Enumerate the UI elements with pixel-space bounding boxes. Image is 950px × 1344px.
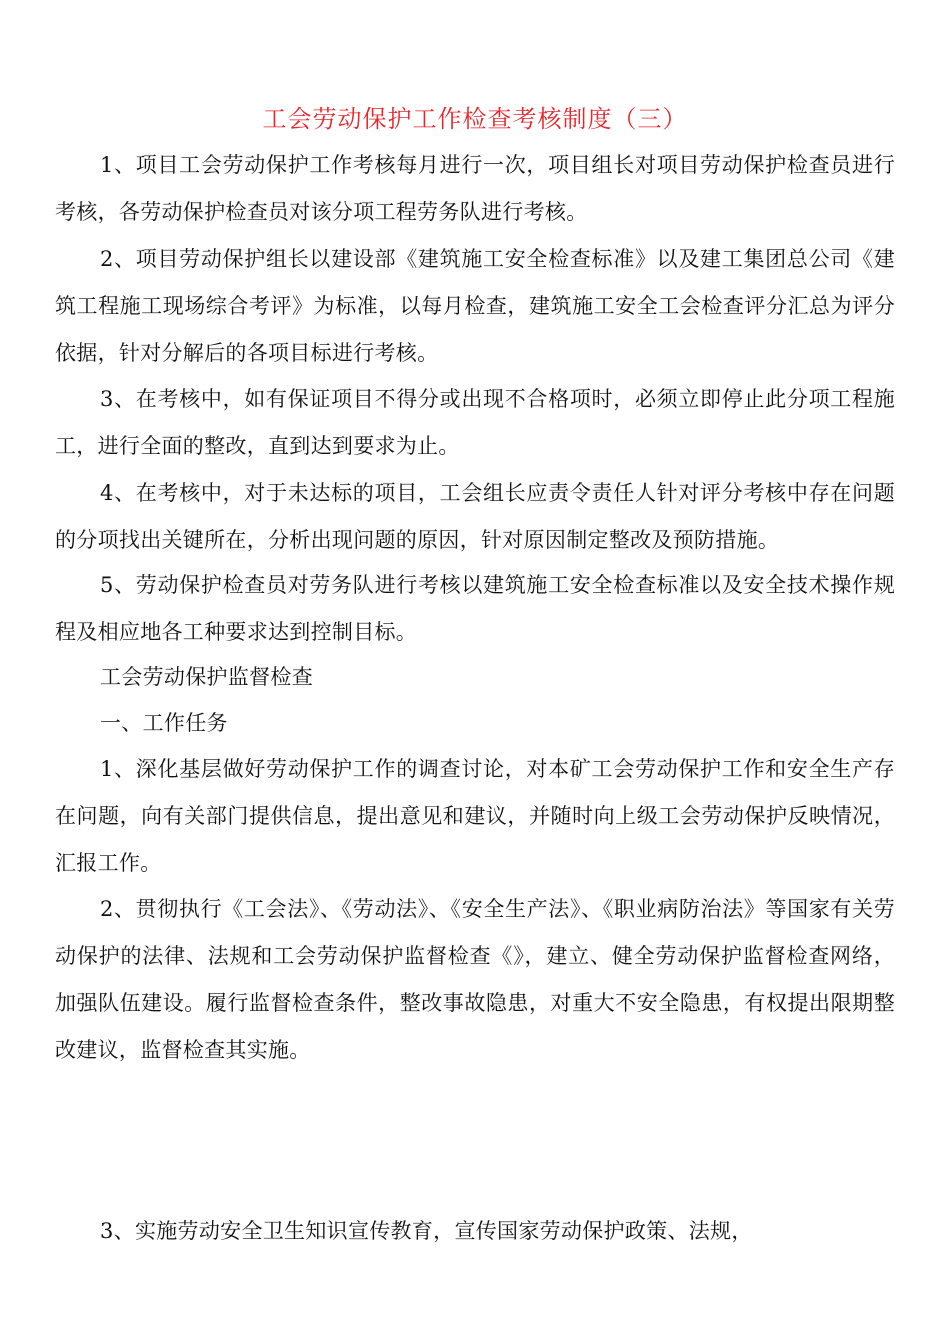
paragraph-3: 3、在考核中，如有保证项目不得分或出现不合格项时，必须立即停止此分项工程施工，进行全面的整改，直到达到要求为止。: [55, 387, 895, 458]
task-paragraph-2: 2、贯彻执行《工会法》、《劳动法》、《安全生产法》、《职业病防治法》等国家有关劳动保护的法律、法规和工会劳动保护监督检查《》，建立、健全劳动保护监督检查网络，加强队伍建设。履行监督检查条件，整改事故隐患，对重大不安全隐患，有权提出限期整改建议，监督检查其实施。: [55, 897, 895, 1062]
task-paragraph-1: 1、深化基层做好劳动保护工作的调查讨论，对本矿工会劳动保护工作和安全生产存在问题，向有关部门提供信息，提出意见和建议，并随时向上级工会劳动保护反映情况，汇报工作。: [55, 757, 895, 875]
subsection-heading: 一、工作任务: [100, 711, 228, 735]
document-title: 工会劳动保护工作检查考核制度（三）: [262, 105, 688, 133]
paragraph-4: 4、在考核中，对于未达标的项目，工会组长应责令责任人针对评分考核中存在问题的分项找出关键所在，分析出现问题的原因，针对原因制定整改及预防措施。: [55, 481, 895, 552]
paragraph-1: 1、项目工会劳动保护工作考核每月进行一次，项目组长对项目劳动保护检查员进行考核，各劳动保护检查员对该分项工程劳务队进行考核。: [55, 153, 895, 224]
task-paragraph-3: 3、实施劳动安全卫生知识宣传教育，宣传国家劳动保护政策、法规，: [100, 1219, 753, 1243]
paragraph-5: 5、劳动保护检查员对劳务队进行考核以建筑施工安全检查标准以及安全技术操作规程及相应地各工种要求达到控制目标。: [55, 573, 895, 644]
paragraph-2: 2、项目劳动保护组长以建设部《建筑施工安全检查标准》以及建工集团总公司《建筑工程施工现场综合考评》为标准，以每月检查，建筑施工安全工会检查评分汇总为评分依据，针对分解后的各项目标进行考核。: [55, 247, 895, 365]
section-heading: 工会劳动保护监督检查: [100, 665, 313, 689]
